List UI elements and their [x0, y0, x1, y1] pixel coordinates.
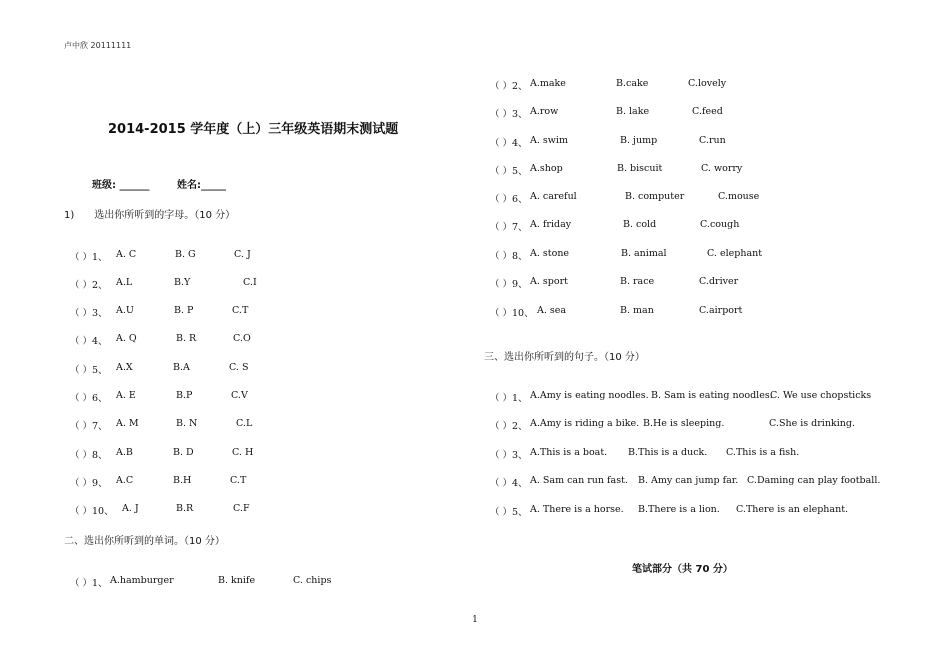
answer-blank: （ ）	[70, 450, 93, 461]
option-b: B.R	[176, 503, 194, 514]
option-a: A.X	[116, 362, 133, 373]
option-a: A.shop	[530, 163, 563, 174]
answer-blank: （ ）	[70, 308, 93, 319]
option-c: C. H	[232, 447, 254, 458]
answer-blank: （ ）	[70, 506, 93, 517]
name-label: 姓名:_____	[176, 180, 226, 191]
answer-blank: （ ）	[70, 578, 93, 589]
answer-blank: （ ）	[70, 252, 93, 263]
option-a: A. C	[116, 249, 137, 260]
answer-blank: （ ）	[490, 109, 513, 120]
option-c: C.Daming can play football.	[747, 475, 881, 486]
option-c: C.T	[230, 475, 247, 486]
question-number: 8、	[512, 251, 528, 262]
option-b: B. knife	[218, 575, 256, 586]
option-c: C.V	[231, 390, 248, 401]
question-number: 3、	[512, 109, 528, 120]
question-number: 1、	[512, 393, 528, 404]
question-number: 8、	[92, 450, 108, 461]
option-a: A. J	[122, 503, 139, 514]
section1-heading: 1) 选出你所听到的字母。（10 分）	[64, 210, 236, 221]
option-a: A. swim	[530, 135, 568, 146]
option-b: B. animal	[621, 248, 667, 259]
question-number: 3、	[512, 450, 528, 461]
answer-blank: （ ）	[490, 222, 513, 233]
option-c: C. worry	[701, 163, 743, 174]
written-part-heading: 笔试部分（共 70 分）	[632, 564, 733, 575]
question-number: 2、	[512, 421, 528, 432]
question-number: 2、	[92, 280, 108, 291]
option-a: A.C	[116, 475, 134, 486]
question-number: 6、	[512, 194, 528, 205]
question-number: 1、	[92, 578, 108, 589]
option-a: A. M	[116, 418, 139, 429]
option-c: C.lovely	[688, 78, 727, 89]
option-a: A.hamburger	[110, 575, 174, 586]
option-b: B.Y	[174, 277, 191, 288]
question-number: 6、	[92, 393, 108, 404]
option-b: B. Sam is eating noodles.	[651, 390, 773, 401]
question-number: 4、	[92, 336, 108, 347]
author-watermark: 卢中欣 20111111	[64, 41, 132, 50]
option-a: A.L	[116, 277, 133, 288]
question-number: 9、	[92, 478, 108, 489]
option-b: B. Amy can jump far.	[638, 475, 739, 486]
option-b: B. P	[174, 305, 194, 316]
option-a: A. friday	[530, 219, 572, 230]
option-c: C.cough	[700, 219, 740, 230]
question-number: 7、	[512, 222, 528, 233]
answer-blank: （ ）	[490, 450, 513, 461]
option-c: C.L	[236, 418, 253, 429]
option-b: B.He is sleeping.	[643, 418, 725, 429]
option-a: A.make	[530, 78, 566, 89]
option-c: C. We use chopsticks	[770, 390, 872, 401]
answer-blank: （ ）	[70, 365, 93, 376]
answer-blank: （ ）	[490, 138, 513, 149]
answer-blank: （ ）	[490, 81, 513, 92]
question-number: 5、	[92, 365, 108, 376]
option-c: C.airport	[699, 305, 743, 316]
option-b: B.P	[176, 390, 193, 401]
answer-blank: （ ）	[490, 251, 513, 262]
option-c: C.feed	[692, 106, 723, 117]
option-a: A. Q	[116, 333, 137, 344]
answer-blank: （ ）	[490, 279, 513, 290]
option-c: C. chips	[293, 575, 332, 586]
option-b: B. G	[175, 249, 196, 260]
option-a: A.Amy is eating noodles.	[530, 390, 649, 401]
answer-blank: （ ）	[490, 421, 513, 432]
question-number: 9、	[512, 279, 528, 290]
option-a: A.Amy is riding a bike.	[530, 418, 640, 429]
option-b: B.There is a lion.	[638, 504, 720, 515]
option-b: B. biscuit	[617, 163, 663, 174]
question-number: 1、	[92, 252, 108, 263]
exam-title: 2014-2015 学年度（上）三年级英语期末测试题	[108, 122, 399, 137]
question-number: 5、	[512, 166, 528, 177]
option-a: A. E	[116, 390, 136, 401]
question-number: 3、	[92, 308, 108, 319]
option-a: A.This is a boat.	[530, 447, 608, 458]
answer-blank: （ ）	[70, 336, 93, 347]
option-b: B.A	[173, 362, 190, 373]
class-label: 班级: ______	[92, 180, 150, 191]
option-b: B. jump	[620, 135, 658, 146]
section3-heading: 三、选出你所听到的句子。（10 分）	[484, 352, 645, 363]
answer-blank: （ ）	[490, 166, 513, 177]
student-info	[92, 176, 226, 191]
option-b: B. cold	[623, 219, 657, 230]
option-b: B. computer	[625, 191, 685, 202]
option-a: A. sport	[530, 276, 568, 287]
answer-blank: （ ）	[70, 421, 93, 432]
question-number: 5、	[512, 507, 528, 518]
page-number: 1	[472, 615, 478, 625]
answer-blank: （ ）	[490, 308, 513, 319]
option-b: B. N	[176, 418, 198, 429]
option-c: C.This is a fish.	[726, 447, 800, 458]
option-b: B. R	[176, 333, 197, 344]
option-c: C.run	[699, 135, 726, 146]
option-b: B. lake	[616, 106, 650, 117]
option-a: A. There is a horse.	[530, 504, 624, 515]
option-a: A.U	[116, 305, 134, 316]
option-c: C.O	[233, 333, 251, 344]
option-a: A.row	[530, 106, 559, 117]
option-b: B. D	[173, 447, 194, 458]
question-number: 10、	[92, 506, 114, 517]
option-c: C.T	[232, 305, 249, 316]
option-c: C.I	[243, 277, 257, 288]
question-number: 7、	[92, 421, 108, 432]
option-a: A.B	[116, 447, 133, 458]
answer-blank: （ ）	[70, 280, 93, 291]
answer-blank: （ ）	[490, 507, 513, 518]
answer-blank: （ ）	[70, 478, 93, 489]
answer-blank: （ ）	[490, 478, 513, 489]
option-c: C. S	[229, 362, 249, 373]
question-number: 2、	[512, 81, 528, 92]
option-c: C.driver	[699, 276, 739, 287]
section2-heading: 二、选出你所听到的单词。（10 分）	[64, 536, 225, 547]
option-a: A. careful	[530, 191, 577, 202]
option-c: C.She is drinking.	[769, 418, 855, 429]
question-number: 10、	[512, 308, 534, 319]
option-c: C.There is an elephant.	[736, 504, 849, 515]
answer-blank: （ ）	[490, 393, 513, 404]
question-number: 4、	[512, 478, 528, 489]
option-b: B. race	[620, 276, 655, 287]
answer-blank: （ ）	[70, 393, 93, 404]
option-a: A. stone	[530, 248, 570, 259]
option-c: C.F	[233, 503, 250, 514]
option-b: B.cake	[616, 78, 649, 89]
option-c: C.mouse	[718, 191, 760, 202]
option-a: A. Sam can run fast.	[530, 475, 628, 486]
question-number: 4、	[512, 138, 528, 149]
option-b: B. man	[620, 305, 654, 316]
option-c: C. elephant	[707, 248, 763, 259]
option-b: B.H	[173, 475, 192, 486]
option-c: C. J	[234, 249, 251, 260]
option-b: B.This is a duck.	[628, 447, 708, 458]
answer-blank: （ ）	[490, 194, 513, 205]
option-a: A. sea	[537, 305, 567, 316]
